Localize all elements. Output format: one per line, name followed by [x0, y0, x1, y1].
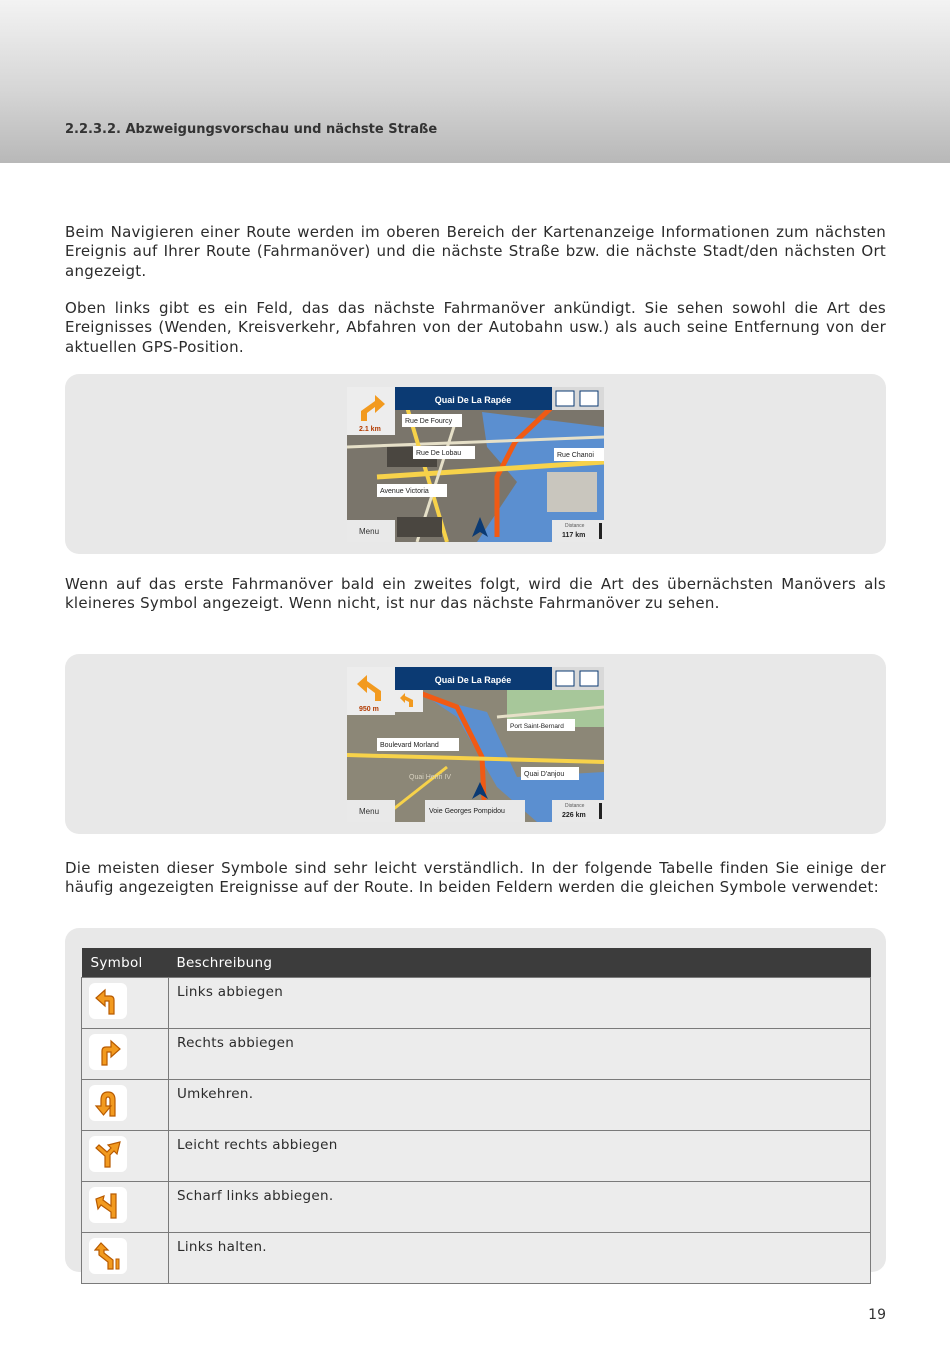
turn-right-icon: [94, 1037, 122, 1067]
keep-left-icon: [94, 1241, 122, 1271]
u-turn-icon: [93, 1088, 123, 1118]
map-label: Rue De Fourcy: [405, 418, 453, 425]
row-description: Rechts abbiegen: [169, 1029, 871, 1080]
table-row: [82, 1233, 871, 1284]
distance-value: 117 km: [562, 532, 586, 539]
map-label: Quai Henri IV: [409, 774, 452, 781]
column-header-description: Beschreibung: [169, 948, 871, 978]
navigation-screenshot-1: [347, 387, 604, 542]
turn-distance: 950 m: [359, 706, 379, 713]
table-row: [82, 978, 871, 1029]
column-header-symbol: Symbol: [82, 948, 169, 978]
map-label: Port Saint-Bernard: [510, 723, 564, 730]
distance-caption: Distance: [565, 803, 585, 809]
turn-distance: 2.1 km: [359, 426, 381, 433]
map-label: Rue De Lobau: [416, 450, 462, 457]
table-row: [82, 1080, 871, 1131]
menu-label[interactable]: Menu: [359, 527, 380, 536]
paragraph-4: Die meisten dieser Symbole sind sehr leicht verständlich. In der folgende Tabelle finden Sie einige der häufig angezeigten Ereignisse auf der Route. In beiden Feldern werden die gleichen Symbole verwendet:: [65, 859, 886, 897]
symbol-table: [81, 948, 871, 1284]
street-name: Quai De La Rapée: [434, 395, 512, 405]
distance-caption: Distance: [565, 523, 585, 529]
row-description: Scharf links abbiegen.: [169, 1182, 871, 1233]
screenshot-panel-2: [65, 654, 886, 834]
paragraph-1: Beim Navigieren einer Route werden im oberen Bereich der Kartenanzeige Informationen zum nächsten Ereignis auf Ihrer Route (Fahrmanöver) und die nächste Straße bzw. die nächste Stadt/den nächsten Ort angezeigt.: [65, 223, 886, 280]
page-header: [0, 0, 950, 163]
map-label: Boulevard Morland: [380, 742, 439, 749]
map-label: Rue Chanoi: [557, 452, 594, 459]
row-description: Umkehren.: [169, 1080, 871, 1131]
sharp-left-icon: [94, 1190, 122, 1220]
symbol-table-panel: [65, 928, 886, 1272]
screenshot-panel-1: [65, 374, 886, 554]
table-row: [82, 1131, 871, 1182]
slight-right-icon: [93, 1139, 123, 1169]
menu-label[interactable]: Menu: [359, 807, 380, 816]
table-row: [82, 1182, 871, 1233]
navigation-screenshot-2: [347, 667, 604, 822]
table-row: [82, 1029, 871, 1080]
current-street: Voie Georges Pompidou: [429, 808, 505, 815]
row-description: Leicht rechts abbiegen: [169, 1131, 871, 1182]
distance-value: 226 km: [562, 812, 586, 819]
row-description: Links abbiegen: [169, 978, 871, 1029]
section-title: 2.2.3.2. Abzweigungsvorschau und nächste Straße: [65, 122, 438, 137]
map-label: Quai D'anjou: [524, 771, 565, 778]
paragraph-3: Wenn auf das erste Fahrmanöver bald ein zweites folgt, wird die Art des übernächsten Manövers als kleineres Symbol angezeigt. Wenn nicht, ist nur das nächste Fahrmanöver zu sehen.: [65, 575, 886, 613]
street-name: Quai De La Rapée: [434, 675, 512, 685]
row-description: Links halten.: [169, 1233, 871, 1284]
paragraph-2: Oben links gibt es ein Feld, das das nächste Fahrmanöver ankündigt. Sie sehen sowohl die Art des Ereignisses (Wenden, Kreisverkehr, Abfahren von der Autobahn usw.) als auch seine Entfernung von der aktuellen GPS-Position.: [65, 299, 886, 356]
page-number: 19: [868, 1307, 886, 1323]
turn-left-icon: [94, 986, 122, 1016]
map-label: Avenue Victoria: [380, 488, 429, 495]
